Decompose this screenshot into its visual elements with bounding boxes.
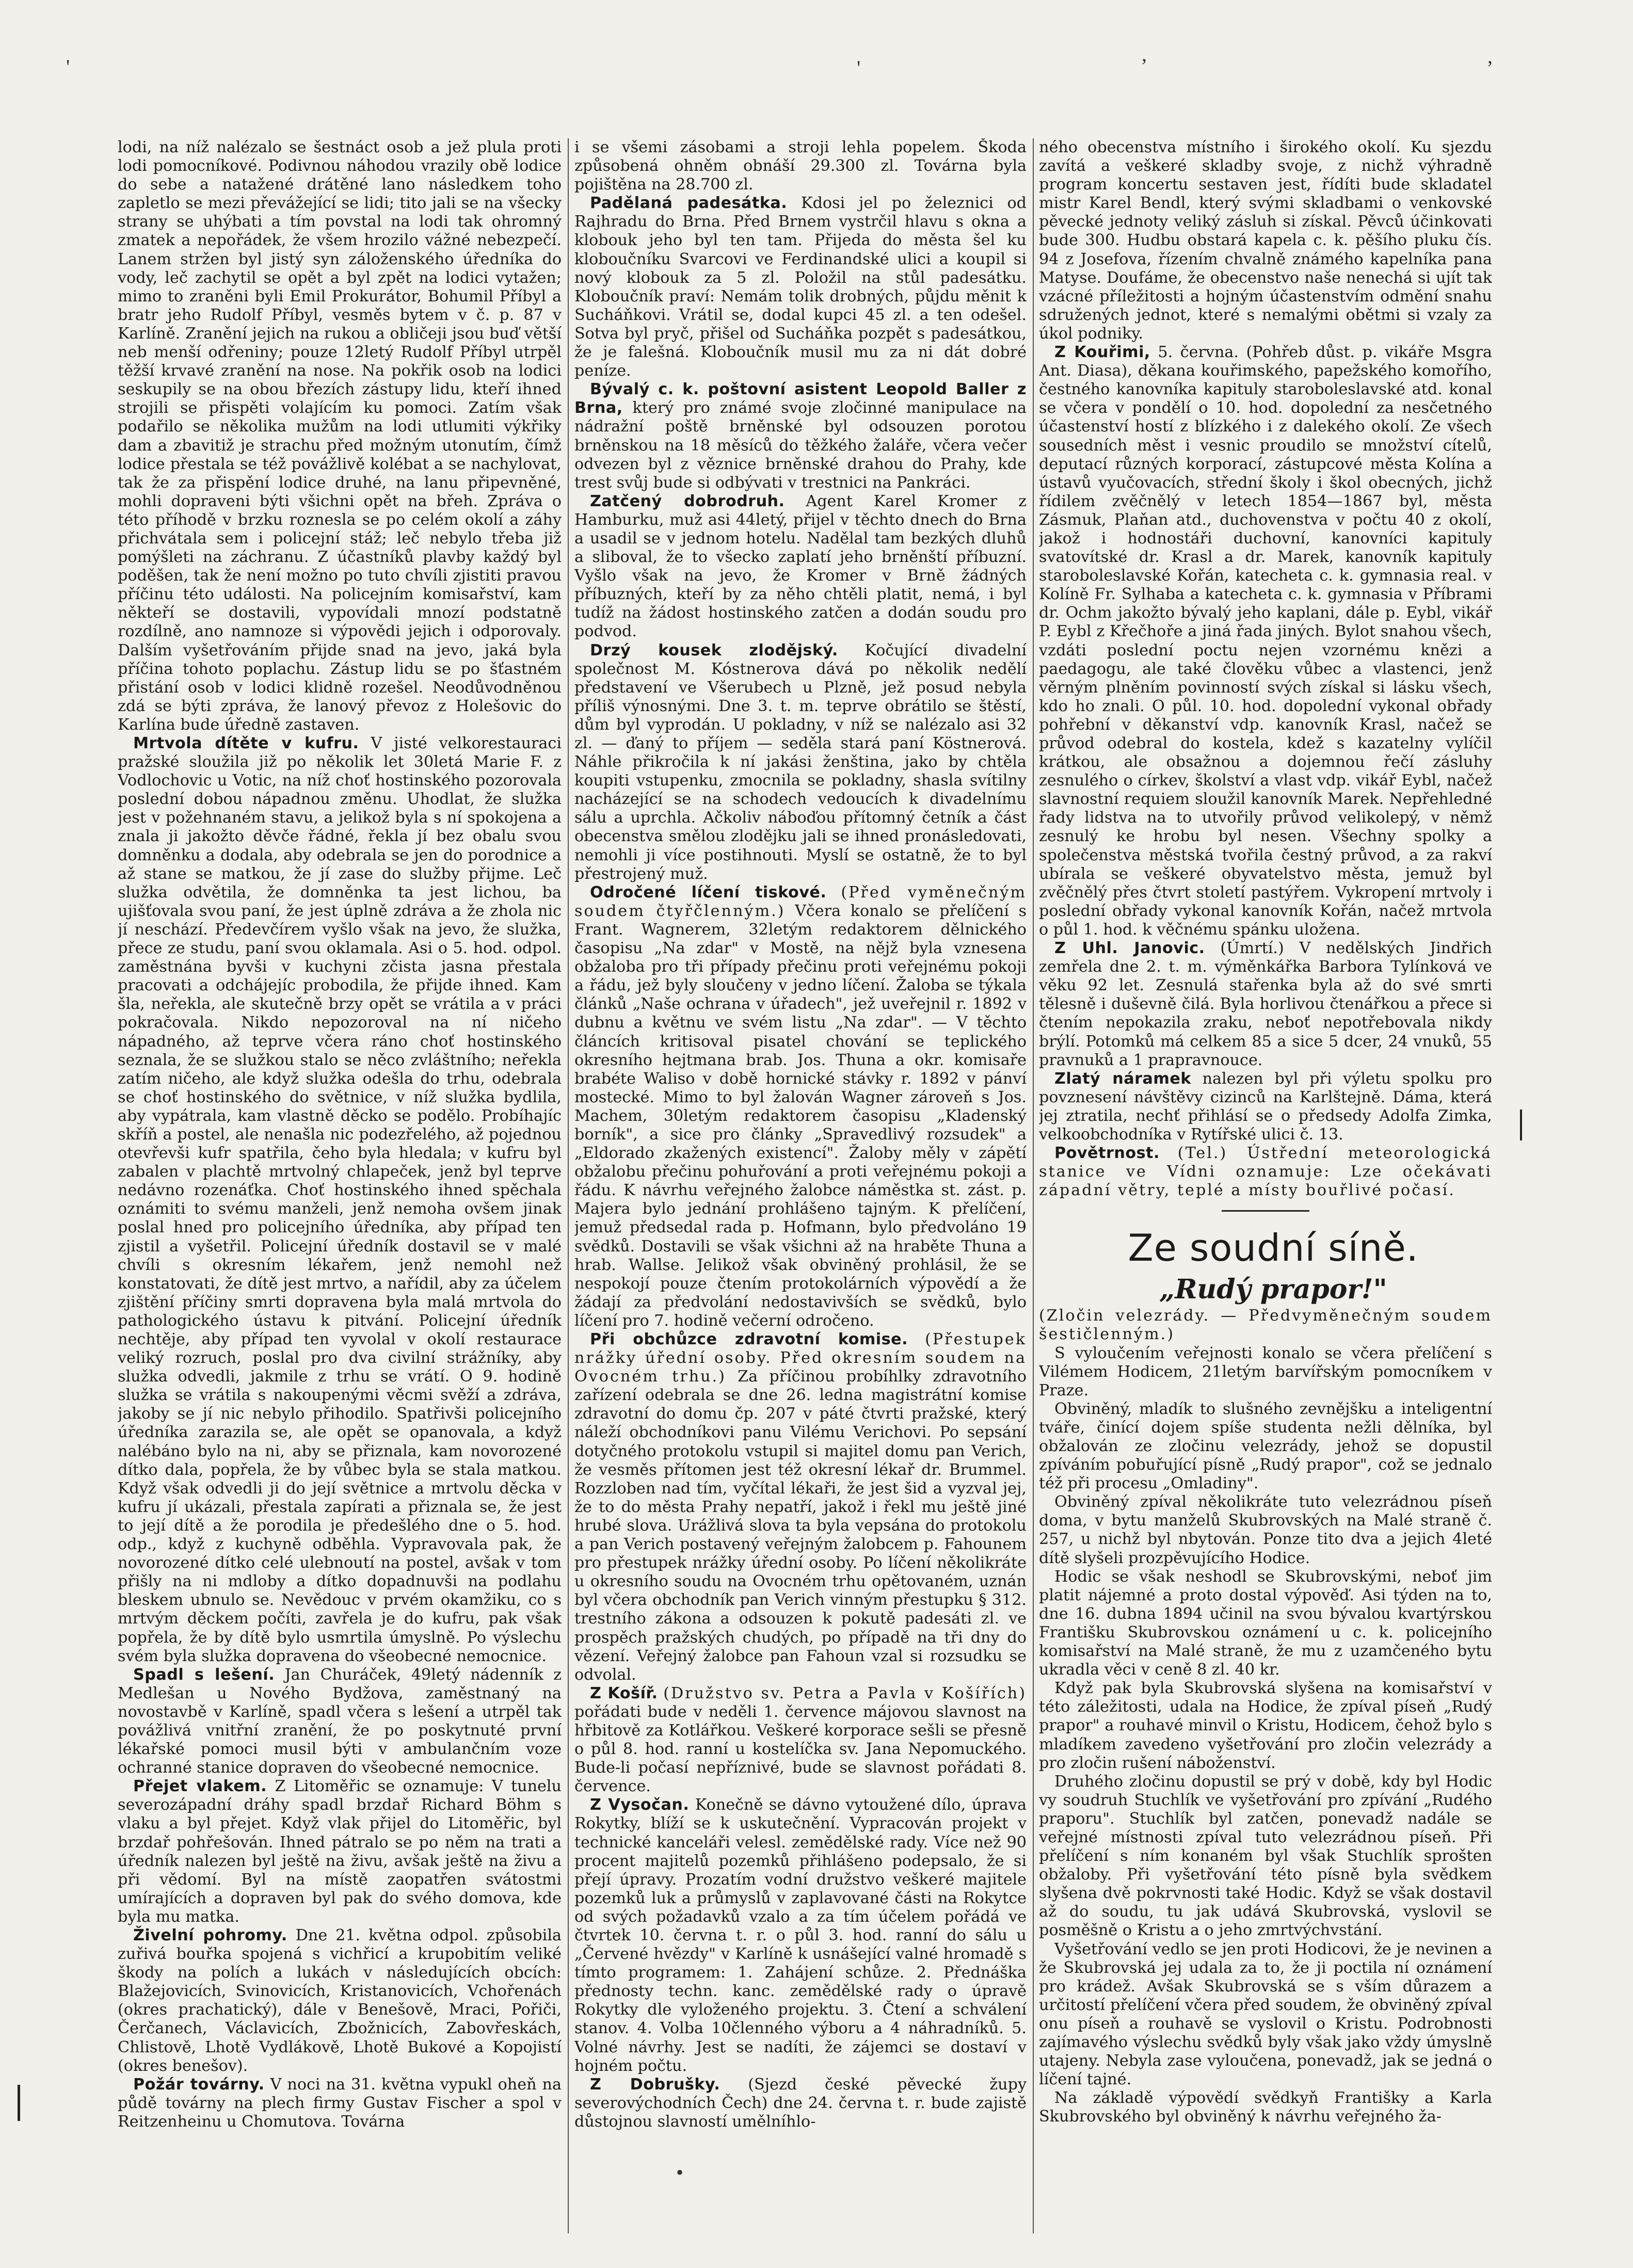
article-text: Včera konalo se přelíčení s Frant. Wagnerem, 32letým redaktorem dělnického časopisu „Na zdar" v Mostě, na nějž byla vznesena obžaloba pro tři případy přečinu proti veřejnému pokoji a řádu, jež byly sloučeny v jedno líčení. Žaloba se týkala článků „Naše ochrana v úřadech", jež uveřejnil r. 1892 v dubnu a květnu ve svém listu „Na zdar". — V těchto článcích kritisoval pisatel chování se teplického okresního hejtmana brab. Jos. Thuna a okr. komisaře brabéte Waliso v době hornické stávky r. 1892 v pánví mostecké. Mimo to byl žalován Wagner zároveň s Jos. Machem, 30letým redaktorem časopisu „Kladenský borník", a sice pro články „Spravedlivý rozsudek" a „Eldorado zkažených existencí". Žaloby měly v zápětí obžalobu přečinu pohuřování a proti veřejnému pokoji a řádu. K návrhu veřejného žalobce náměstka st. zást. p. Majera bylo jednání prohlášeno tajným. K přelíčení, jemuž předsedal rada p. Hofmann, bylo předvoláno 19 svědků. Dostavili se však všichni až na hraběte Thuna a hrab. Wallse. Jelikož však obviněný prohlásil, že se nespokojí pouze čtením protokolárních výpovědí a že žádají za předvolání nedostavivších se svědků, bylo líčení pro 7. hodině večerní odročeno. xyxy=(574,902,1027,1330)
column-rule xyxy=(568,138,569,2233)
column-1 xyxy=(118,138,562,2233)
article-heading: Požár továrny. xyxy=(133,2075,265,2094)
article-text: Z Litoměřic se oznamuje: V tunelu severozápadní dráhy spadl brzdař Richard Böhm s vlaku a byl přejet. Když vlak přijel do Litoměřic, byl brzdař pohřešován. Ihned pátralo se po něm na trati a úředník nalezen byl ještě na živu, avšak ještě na živu a při vědomí. Byl na místě zaopatřen svátostmi umírajících a dopraven byl pak do svého domova, kde byla mu matka. xyxy=(118,1777,562,1926)
article-text: pořádati bude v neděli 1. července májovou slavnost na hřbitově za Kotlářkou. Veškeré korporace sešli se přesně o půl 8. hod. ranní u kostelíčka sv. Jana Nepomuckého. Bude-li počasí nepříznivé, bude se slavnost pořádati 8. července. xyxy=(574,1702,1027,1796)
article-heading: Drzý kousek zlodějský. xyxy=(590,641,838,660)
article-heading: Živelní pohromy. xyxy=(133,1926,287,1944)
article-text: který pro známé svoje zločinné manipulace na nádražní poště brněnské byl odsouzen porotou brněnskou na 18 měsíců do těžkého žaláře, včera večer odvezen byl z věznice brněnské drahou do Prahy, kde trest svůj bude si odbývati v trestnici na Pankráci. xyxy=(574,399,1027,492)
article-text: Kdosi jel po železnici od Rajhradu do Brna. Před Brnem vystrčil hlavu s okna a klobouk jeho byl ten tam. Přijeda do města šel ku kloboučníku Svarcovi ve Ferdinandské ulici a koupil si nový klobouk za 5 zl. Položil na stůl padesátku. Kloboučník praví: Nemám tolik drobných, půjdu měnit k Sucháňkovi. Vrátil se, dodal kupci 45 zl. a ten odešel. Sotva byl pryč, přišel od Sucháňka pozpět s padesátkou, že je falešná. Kloboučník musil mu za ni dát dobré peníze. xyxy=(574,194,1027,380)
article xyxy=(574,1796,1027,2075)
article xyxy=(1039,939,1492,1070)
article-text: Vyšetřování vedlo se jen proti Hodicovi, že je nevinen a že Skubrovská jej udala za to, že ji poctila ní oznámení pro krádež. Avšak Skubrovská se s vším důrazem a určitostí přelíčení včera před soudem, že obviněný zpíval onu píseň a rouhavě se vyslovil o Kristu. Podrobnosti zajímavého výslechu svědků byly však jako vždy úmyslně utajeny. Nebyla zase vyloučena, ponevadž, jak se jedná o líčení tajné. xyxy=(1039,1940,1492,2089)
article-text: (Sjezd české pěvecké župy severovýchodních Čech) dne 24. června t. r. bude zajistě důstojnou slavností umělníhlo- xyxy=(574,2075,1027,2131)
article-text: V noci na 31. května vypukl oheň na půdě továrny na plech firmy Gustav Fischer a spol v Reitzenheinu u Chomutova. Továrna xyxy=(118,2075,562,2131)
article xyxy=(574,883,1027,1330)
article-text: Kočující divadelní společnost M. Kóstnerova dává po několik nedělí představení ve Všerubech u Plzně, jež posud nebyla příliš výnosnými. Dne 3. t. m. teprve obrátilo se štěstí, dům byl vyprodán. U pokladny, v níž se nalézalo asi 32 zl. — ďaný to příjem — seděla stará paní Köstnerová. Náhle přikročila k ní jakási ženština, jako by chtěla koupiti vstupenku, zmocnila se pokladny, shasla svítilny nacházející se na schodech vedoucích k divadelnímu sálu a uprchla. Ačkoliv náboďou přítomný četník a část obecenstva smělou zlodějku jali se ihned pronásledovati, nemohli ji více postihnouti. Myslí se ostatně, že to byl přestrojený muž. xyxy=(574,641,1027,883)
article-heading: Zlatý náramek xyxy=(1054,1069,1191,1088)
article-text: Druhého zločinu dopustil se prý v době, kdy byl Hodic vy soudruh Stuchlík ve vyšetřování pro zpívání „Rudého praporu". Stuchlík byl zatčen, ponevadž nadále se veřejné místnosti zpíval tuto velezrádnou píseň. Při přelíčení s ním konaném byl však Stuchlík sprošten obžaloby. Při vyšetřování této písně byla svědkem slyšena dvě pokrvnosti také Hodic. Když se však dostavil až do soudu, tu jak udává Skubrovská, vyslovil se posměšně o Kristu a o jeho zmrtvýchvstání. xyxy=(1039,1772,1492,1940)
article-heading: Padělaná padesátka. xyxy=(590,194,788,213)
paper-speck: ' xyxy=(66,55,70,78)
article-text: ného obecenstva místního i širokého okolí. Ku sjezdu zavítá a veškeré skladby svoje, z nichž výhradně program koncertu sestaven jest, řídíti bude skladatel mistr Karel Bendl, který svými skladbami o venkovské pěvecké jednoty veliký zásluh si získal. Pěvců účinkovati bude 300. Hudbu obstará kapela c. k. pěšího pluku čís. 94 z Josefova, řízením chvalně známého kapelníka pana Matyse. Doufáme, že obecenstvo naše nenechá si ujít tak vzácné příležitosti a hojným účastenstvím odmění snahu sdružených jednot, které s nemalými obětmi si vzaly za úkol podniky. xyxy=(1039,138,1492,343)
article-text: Dne 21. května odpol. způsobila zuřivá bouřka spojená s vichřicí a krupobitím veliké škody na polích a lukách v následujících obcích: Blažejovicích, Svinovicích, Kristanovicích, Vchořenách (okres prachatický), dále v Benešově, Mraci, Pořiči, Čerčanech, Václavicích, Zbožnicích, Zabovřeskách, Chlistově, Lhotě Vydlákově, Lhotě Bukové a Kopojistí (okres benešov). xyxy=(118,1926,562,2075)
article xyxy=(1039,1070,1492,1144)
column-3 xyxy=(1039,138,1492,2233)
article-heading: Při obchůzce zdravotní komise. xyxy=(590,1330,908,1348)
section-separator xyxy=(1222,1210,1309,1212)
article-text: 5. června. (Pohřeb důst. p. vikáře Msgra Ant. Diasa), děkana kouřimského, papežského komořího, čestného kanovníka kapituly staroboleslavské atd. konal se včera v pondělí o 10. hod. dopolední za nesčetného účastenství hostí z blízkého i z dalekého okolí. Ze všech sousedních měst i vesnic proudilo se množství cítelů, deputací různých korporací, zástupcové města Kolína a ústavů vyučovacích, střední školy i škol obecných, jichž řídilem zvěčnělý v letech 1854—1867 byl, města Zásmuk, Plaňan atd., duchovenstva v počtu 40 z okolí, jakož i hodnostáři duchovní, kanovníci kapituly svatovítské dr. Krasl a dr. Marek, kanovník kapituly staroboleslavské Kořán, katecheta c. k. gymnasia real. v Kolíně Fr. Sylhaba a katecheta c. k. gymnasia v Příbrami dr. Ochm jakožto bývalý jeho kaplani, dále p. Eybl, vikář P. Eybl z Křečhoře a jiná řada jiných. Bylot snahou všech, vzdáti poslední poctu nejen vzornému knězi a paedagogu, ale také člověku vůbec a vlastenci, jenž věrným plněním povinností svých získal si lásku všech, kdo ho znali. O půl. 10. hod. dopolední vykonal obřady pohřební v děkanství vdp. kanovník Krasl, načež se průvod odebral do kostela, kdež s kazatelny vylíčil krátkou, ale obsažnou a dojemnou řečí zásluhy zesnulého o církev, školství a vlast vdp. vikář Eybl, načež slavnostní requiem sloužil kanovník Marek. Nepřehledné řady lidstva na to utvořily průvod velikolepý, v němž zesnulý ke hrobu byl nesen. Všechny spolky a společenstva městská tvořila čestný průvod, a za rakví ubírala se veškeré obyvatelstvo města, jemuž byl zvěčnělý přes čtvrt století pastýřem. Vykropení mrtvoly i poslední obřady vykonal kanovník Kořán, načež mrtvola o půl 1. hod. k věčnému spánku uložena. xyxy=(1039,343,1492,939)
article xyxy=(118,1777,562,1926)
article-heading: Z Kouřimi, xyxy=(1054,343,1150,362)
article-heading: Spadl s lešení. xyxy=(133,1665,275,1684)
article-subheading: (Před vyměnečným soudem čtyřčlenným.) xyxy=(574,883,1027,920)
section-title: Ze soudní síně. xyxy=(1128,1226,1419,1270)
article xyxy=(574,1330,1027,1684)
edge-mark xyxy=(18,2085,20,2121)
paper-speck: ’ xyxy=(1486,56,1494,79)
article-text: Když pak byla Skubrovská slyšena na komisařství v této záležitosti, udala na Hodice, že zpíval píseň „Rudý prapor" a rouhavé minvil o Kristu, Hodicem, čehož bylo s mladíkem zavedeno vyšetřování pro zločin velezrády a pro zločin rušení náboženství. xyxy=(1039,1679,1492,1772)
article-text: Agent Karel Kromer z Hamburku, muž asi 44letý, přijel v těchto dnech do Brna a usadil se v jednom hotelu. Nadělal tam bezkých dluhů a sliboval, že to všecko zaplatí jeho brněnští příbuzní. Vyšlo však na jevo, že Kromer v Brně žádných příbuzných, kteří by za něho chtěli platit, nemá, i byl tudíž na žádost hostinského zatčen a dodán soudu pro podvod. xyxy=(574,492,1027,641)
article-text: lodi, na níž nalézalo se šestnáct osob a jež plula proti lodi pomocníkové. Podivnou náhodou vrazily obě lodice do sebe a natažené drátěné lano následkem toho zapletlo se mezi převážející se lidi; tito jali se na všecky strany se uhýbati a tím povstal na lodi tak ohromný zmatek a nepořádek, že všem hrozilo vážné nebezpečí. Lanem stržen byl jistý syn záloženského úředníka do vody, leč zachytil se opět a byl zpět na lodici vytažen; mimo to zraněni byli Emil Prokurátor, Bohumil Příbyl a bratr jeho Rudolf Příbyl, vesměs bytem v č. p. 87 v Karlíně. Zranění jejich na rukou a obličeji jsou buď větší neb menší odřeniny; pouze 12letý Rudolf Příbyl utrpěl těžší krvavé zranění na nose. Na pokřik osob na lodici seskupily se na obou březích zástupy lidu, kteří ihned strojili se přispěti volajícím ku pomoci. Zatím však podařilo se několika mužům na lodi utlumiti výkřiky dam a zbavitiž je strachu před možným utonutím, čímž lodice přestala se též povážlivě kolébat a se nachylovat, tak že za přispění lodice druhé, na lanu připevněné, mohli dopraveni býti všichni opět na břeh. Zpráva o této příhodě v brzku roznesla se po celém okolí a záhy přichvátala sem i policejní stáž; leč nebylo třeba již pomýšleti na záchranu. Z účastníků plavby každý byl poděšen, tak že není možno po tuto chvíli zjistiti pravou příčinu této události. Na policejním komisařství, kam někteří se dostavili, vypovídali mnozí podstatně rozdílně, ano namnoze si výpovědi jejich i odporovaly. Dalším vyšetřováním přijde snad na jevo, jaká byla příčina tohoto poplachu. Zástup lidu se po šťastném přistání osob v lodici klidně rozešel. Neodůvodněnou zdá se býti zpráva, že lanový převoz z Holešovic do Karlína bude úředně zastaven. xyxy=(118,138,562,734)
article xyxy=(574,492,1027,641)
article-heading: Mrtvola dítěte v kufru. xyxy=(133,734,359,752)
article xyxy=(1039,343,1492,939)
article xyxy=(574,1684,1027,1796)
article-text: Jan Churáček, 49letý nádenník z Medlešan u Nového Bydžova, zaměstnaný na novostavbě v Karlíně, spadl včera s lešení a utrpěl tak povážlivá vnitřní zranění, že po poskytnuté první lékařské pomoci musil býti v ambulančním voze ochranné stanice dopraven do všeobecné nemocnice. xyxy=(118,1665,562,1777)
article-text: S vyloučením veřejnosti konalo se včera přelíčení s Vilémem Hodicem, 21letým barvířským pomocníkem v Praze. xyxy=(1039,1344,1492,1400)
article xyxy=(574,380,1027,492)
article xyxy=(574,641,1027,883)
article-text: i se všemi zásobami a stroji lehla popelem. Škoda způsobená ohněm obnáší 29.300 zl. Továrna byla pojištěna na 28.700 zl. xyxy=(574,138,1027,194)
article-heading: Bývalý c. k. poštovní asistent Leopold Baller z Brna, xyxy=(574,380,1027,417)
article-text: Obviněný, mladík to slušného zevnějšku a inteligentní tváře, činící dojem spíše studenta nežli dělníka, byl obžalován ze zločinu velezrády, jehož se dopustil zpíváním pobuřující písně „Rudý prapor", což se jednalo též při procesu „Omladiny". xyxy=(1039,1400,1492,1493)
article xyxy=(118,734,562,1666)
column-2 xyxy=(574,138,1027,2233)
article-title: „Rudý prapor!" xyxy=(1159,1274,1387,1306)
article xyxy=(118,1666,562,1778)
edge-mark xyxy=(1520,1109,1522,1140)
article xyxy=(574,194,1027,380)
paper-speck: • xyxy=(676,2161,684,2184)
article-text: Za příčinou probíhlky zdravotního zařízení odebrala se dne 26. ledna magistrátní komise zdravotní do domu čp. 207 v páté čtvrti pražské, který náleží obchodníkovi panu Vilému Verichovi. Po sepsání dotyčného protokolu vstupil si majitel domu pan Verich, že vesměs přítomen jest též okresní lékař dr. Brummel. Rozzloben nad tím, vyčítal lékaři, že jest šid a vyzval jej, že to do města Prahy nepatří, jakož i řekl mu ještě jiné hrubé slova. Urážlivá slova ta byla vepsána do protokolu a pan Verich postavený veřejným žalobcem p. Fahounem pro přestupek nrážky úřední osoby. Po líčení několikráte u okresního soudu na Ovocném trhu opětovaném, uznán byl včera obchodník pan Verich vinným přestupku § 312. trestního zákona a odsouzen k pokutě padesáti zl. ve prospěch pražských chudých, po případě na tři dny do vězení. Veřejný žalobce pan Fahoun vzal si rozsudku se odvolal. xyxy=(574,1368,1027,1684)
article-text: V jisté velkorestauraci pražské sloužila již po několik let 30letá Marie F. z Vodlochovic u Votic, na níž choť hostinského pozorovala poslední dobou nápadnou změnu. Uhodlat, že služka jest v požehnaném stavu, a jelikož byla s ní spokojena a znala ji jakožto děvče řádné, řekla jí bez obalu svou domněnku a dodala, aby odebrala se jen do porodnice a až stane se matkou, že jí zase do služby přijme. Leč služka odvětila, že domněnka ta jest lichou, ba ujišťovala svou paní, že jest úplně zdráva a že zhola nic jí neschází. Předevčírem vyšlo však na jevo, že služka, přece ze studu, paní svou oklamala. Asi o 5. hod. odpol. zaměstnána byvši v kuchyni zčista jasna přestala pracovati a odchájejíc probodila, že přijde ihned. Kam šla, neřekla, ale skutečně brzy opět se vrátila a v práci pokračovala. Nikdo nepozoroval na ní ničeho nápadného, až teprve včera ráno choť hostinského seznala, že se služkou stalo se něco zvláštního; neřekla zatím ničeho, ale když služka odešla do trhu, odebrala se choť hostinského do světnice, v níž služka bydlila, aby vypátrala, kam vlastně děcko se podělo. Probíhajíc skříň a postel, ale nenašla nic podezřelého, až pojednou otevřevši kufr spatřila, čeho byla hledala; v kufru byl zabalen v plachtě mrtvolný chlapeček, jenž byl teprve nedávno rozenáťka. Choť hostinského ihned spěchala oznámiti to svému manželi, jenž nemoha ovšem jinak poslal hned pro policejního úředníka, aby případ ten zjistil a vyšetřil. Policejní úředník dostavil se v malé chvíli s okresním lékařem, jenž nemohl než konstatovati, že dítě jest mrtvo, a nařídil, aby za účelem zjištění příčiny smrti dopravena byla malá mrtvola do pathologického ústavu k pitvání. Policejní úředník nechtěje, aby případ ten vyvolal v okolí restaurace veliký rozruch, poslal pro dva civilní strážníky, aby služka odvedli, jakmile z trhu se vrátí. O 9. hodině služka se vrátila s nakoupenými věcmi svěží a zdráva, jakoby se jí nic nebylo přihodilo. Spatřivši policejního úředníka zarazila se, ale opět se opanovala, a když nalébáno bylo na ni, aby se přiznala, kam novorozené dítko dala, popřela, že by vůbec byla se stala matkou. Když však odvedli ji do její světnice a mrtvolu děcka v kufru jí ukázali, přestala zapírati a přiznala se, že jest to její dítě a že porodila je předešlého dne o 5. hod. odp., když z kuchyně odběhla. Vypravovala pak, že novorozené dítko celé ulebnoutí na postel, avšak v tom přišly na ni mdloby a dítko dopadnuvši na podlahu bleskem ubnulo se. Nevědouc v prvém okamžiku, co s mrtvým děckem počíti, zavřela je do kufru, pak však popřela, že by dítě bylo usmrtila úmyslně. Po výslechu svém byla služka dopravena do všeobecné nemocnice. xyxy=(118,734,562,1665)
article-subheading: (Družstvo sv. Petra a Pavla v Košířích) xyxy=(663,1684,1027,1702)
article-text: Hodic se však neshodl se Skubrovskými, neboť jim platit nájemné a proto dostal výpověď. Asi týden na to, dne 16. dubna 1894 učinil na svou bývalou kvartýrskou Františku Skubrovskou oznámení u c. k. policejního komisařství na Malé straně, že mu z uzamčeného bytu ukradla věci v ceně 8 zl. 40 kr. xyxy=(1039,1567,1492,1679)
article-heading: Z Uhl. Janovic. xyxy=(1054,939,1205,958)
article-heading: Z Košíř. xyxy=(590,1684,658,1702)
article-heading: Z Dobrušky. xyxy=(590,2075,721,2094)
article xyxy=(118,2076,562,2131)
article-text: (Úmrtí.) V nedělských Jindřich zemřela dne 2. t. m. výměnkářka Barbora Tylínková ve věku 92 let. Zesnulá stařenka byla až do své smrti tělesně i duševně čilá. Byla horlivou čtenářkou a přece si čtením nepokazila zraku, neboť nepotřebovala nikdy brýlí. Potomků má celkem 85 a sice 5 dcer, 24 vnuků, 55 pravnuků a 1 prapravnouce. xyxy=(1039,939,1492,1069)
article-heading: Zatčený dobrodruh. xyxy=(590,492,785,510)
column-rule xyxy=(1033,138,1034,2233)
article-text: nalezen byl při výletu spolku pro povznesení návštěvy cizinců na Karlštejně. Dáma, která jej ztratila, nechť přihlásí se o předsedy Adolfa Zimka, velkoobchodníka v Rytířské ulici č. 13. xyxy=(1039,1069,1492,1144)
paper-speck: ’ xyxy=(1141,54,1148,77)
article-text: Konečně se dávno vytoužené dílo, úprava Rokytky, blíží se k uskutečnění. Vypracován projekt v technické kanceláři velesl. zemědělské rady. Více než 90 procent majitelů pozemků přihlášeno podepsalo, že si přejí úpravy. Prozatím vodní družstvo veškeré majitele pozemků luk a průmyslů v zaplavované části na Rokytce od svých požadavků vzalo a za tím účelem pořádá ve čtvrtek 10. června t. r. o půl 3. hod. ranní do sálu u „Červené hvězdy" v Karlíně k usnášející valné hromadě s tímto programem: 1. Zahájení schůze. 2. Přednáška přednosty techn. kanc. zemědělské rady o úpravě Rokytky dle vyloženého projektu. 3. Čtení a schválení stanov. 4. Volba 10členného výboru a 4 náhradníků. 5. Volné návrhy. Jest se nadíti, že zájemci se dostaví v hojném počtu. xyxy=(574,1796,1027,2075)
article-heading: Přejet vlakem. xyxy=(133,1777,267,1796)
article-text: Obviněný zpíval několikráte tuto velezrádnou píseň doma, v bytu manželů Skubrovských na Malé straně č. 257, u nichž byl nbytován. Ponze tito dva a jejich 4leté dítě slyšeli prozpěvujícího Hodice. xyxy=(1039,1493,1492,1567)
article xyxy=(1039,1144,1492,1200)
article-text: (Tel.) Ústřední meteorologická stanice ve Vídni oznamuje: Lze očekávati západní větry, teplé a místy bouřlivé počasí. xyxy=(1039,1144,1492,1200)
article-subheading: (Přestupek nrážky úřední osoby. Před okresním soudem na Ovocném trhu.) xyxy=(574,1330,1027,1386)
paper-speck: ' xyxy=(857,56,861,79)
article-heading: Z Vysočan. xyxy=(590,1796,690,1814)
article-subheading: (Zločin velezrády. — Předvyměnečným soudem šestičlenným.) xyxy=(1039,1307,1492,1344)
article xyxy=(574,2076,1027,2131)
article-text: Na základě výpovědí svědkyň Františky a Karla Skubrovského byl obviněný k návrhu veřejného ža- xyxy=(1039,2089,1492,2126)
article xyxy=(118,1926,562,2076)
article-heading: Odročené líčení tiskové. xyxy=(590,883,827,902)
article-heading: Povětrnost. xyxy=(1054,1144,1160,1163)
